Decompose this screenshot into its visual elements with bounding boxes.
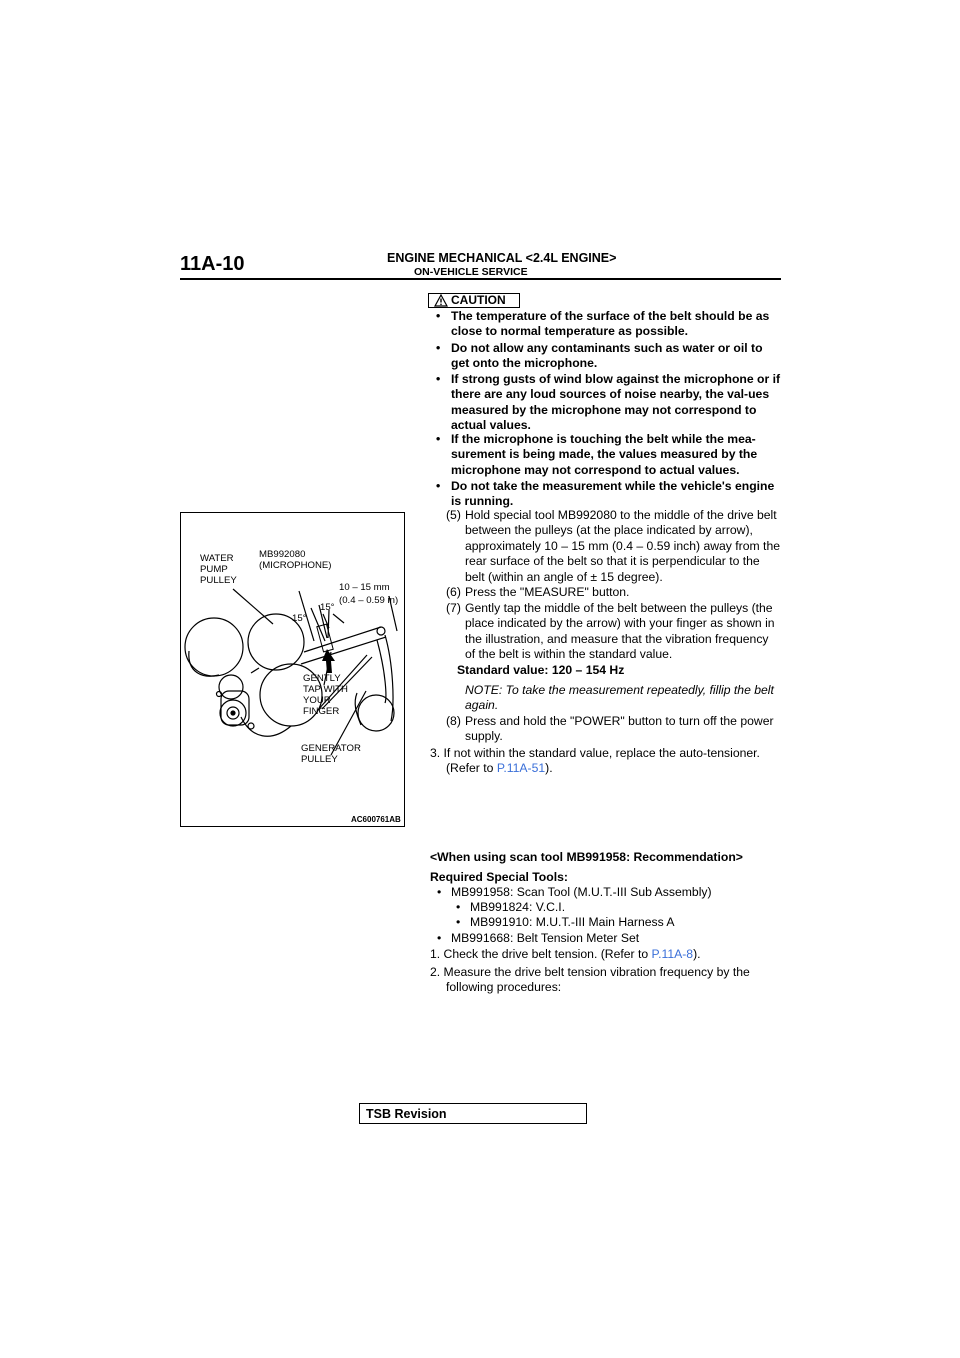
caution-box <box>428 293 520 308</box>
step-2: 2. Measure the drive belt tension vibration frequency by the <box>430 965 750 979</box>
figure-code: AC600761AB <box>351 815 401 824</box>
tsb-revision-box <box>359 1103 587 1124</box>
tool-item: • MB991668: Belt Tension Meter Set <box>437 931 640 945</box>
section-subtitle: ON-VEHICLE SERVICE <box>414 266 528 278</box>
tool-item: • MB991910: M.U.T.-III Main Harness A <box>456 915 675 929</box>
step-2-cont: following procedures: <box>446 980 562 994</box>
header-rule <box>180 278 781 280</box>
caution-item: • The temperature of the surface of the belt should be as close to normal temperature as possible. <box>436 309 770 339</box>
tool-item: • MB991958: Scan Tool (M.U.T.-III Sub Assembly) <box>437 885 712 899</box>
procedure-step: (6) Press the "MEASURE" button. <box>446 585 630 599</box>
procedure-step: (5) Hold special tool MB992080 to the middle of the drive belt between the pulleys (at the place indicated by arrow), approximately 10 – 15 mm (0.4 – 0.59 inch) away from the rear surface of the belt so that it is perpendicular to the belt (within an angle of ± 15 degree). <box>446 508 780 584</box>
procedure-step: (7) Gently tap the middle of the belt between the pulleys (the place indicated by the arrow) with your finger as shown in the illustration, and measure that the vibration frequency of the belt is within the standard value. <box>446 601 775 662</box>
tsb-revision-label: TSB Revision <box>366 1107 447 1121</box>
angle-label-right: 15° <box>320 602 335 613</box>
section-title: ENGINE MECHANICAL <2.4L ENGINE> <box>387 251 617 265</box>
required-tools-label: Required Special Tools: <box>430 870 568 884</box>
ref-link-11a-8[interactable]: P.11A-8 <box>651 947 694 961</box>
distance-label: 10 – 15 mm <box>339 582 390 593</box>
warning-icon <box>434 294 448 307</box>
caution-item: • If strong gusts of wind blow against the microphone or if there are any loud sources of noise nearby, the val-ues measured by the microphone may not correspond to actual values. <box>436 372 781 433</box>
tool-sub-label: (MICROPHONE) <box>259 560 332 571</box>
water-pump-label: WATER PUMP PULLEY <box>200 553 237 586</box>
tap-label: GENTLY TAP WITH YOUR FINGER <box>303 673 348 717</box>
ref-link-11a-51[interactable]: P.11A-51 <box>496 761 546 775</box>
angle-label-left: 15° <box>292 613 307 624</box>
belt-illustration <box>180 512 405 827</box>
caution-item: • If the microphone is touching the belt while the mea-surement is being made, the values measured by the microphone may not correspond to actual values. <box>436 432 758 477</box>
tool-item: • MB991824: V.C.I. <box>456 900 566 914</box>
page-number: 11A-10 <box>180 253 245 275</box>
step-1: 1. Check the drive belt tension. (Refer to P.11A-8). <box>430 947 701 961</box>
scan-tool-heading: <When using scan tool MB991958: Recommendation> <box>430 850 743 864</box>
caution-label: CAUTION <box>451 293 506 307</box>
standard-value: Standard value: 120 – 154 Hz <box>457 663 625 677</box>
procedure-step: (8) Press and hold the "POWER" button to turn off the power supply. <box>446 714 774 744</box>
step-3-ref: (Refer to P.11A-51). <box>446 761 553 775</box>
note: NOTE: To take the measurement repeatedly, fillip the belt again. <box>465 683 774 713</box>
caution-item: • Do not take the measurement while the vehicle's engine is running. <box>436 479 775 509</box>
generator-label: GENERATOR PULLEY <box>301 743 361 765</box>
step-3: 3. If not within the standard value, replace the auto-tensioner. <box>430 746 760 760</box>
distance-inch-label: (0.4 – 0.59 in) <box>339 595 399 606</box>
caution-item: • Do not allow any contaminants such as water or oil to get onto the microphone. <box>436 341 763 371</box>
tool-label: MB992080 <box>259 549 306 560</box>
